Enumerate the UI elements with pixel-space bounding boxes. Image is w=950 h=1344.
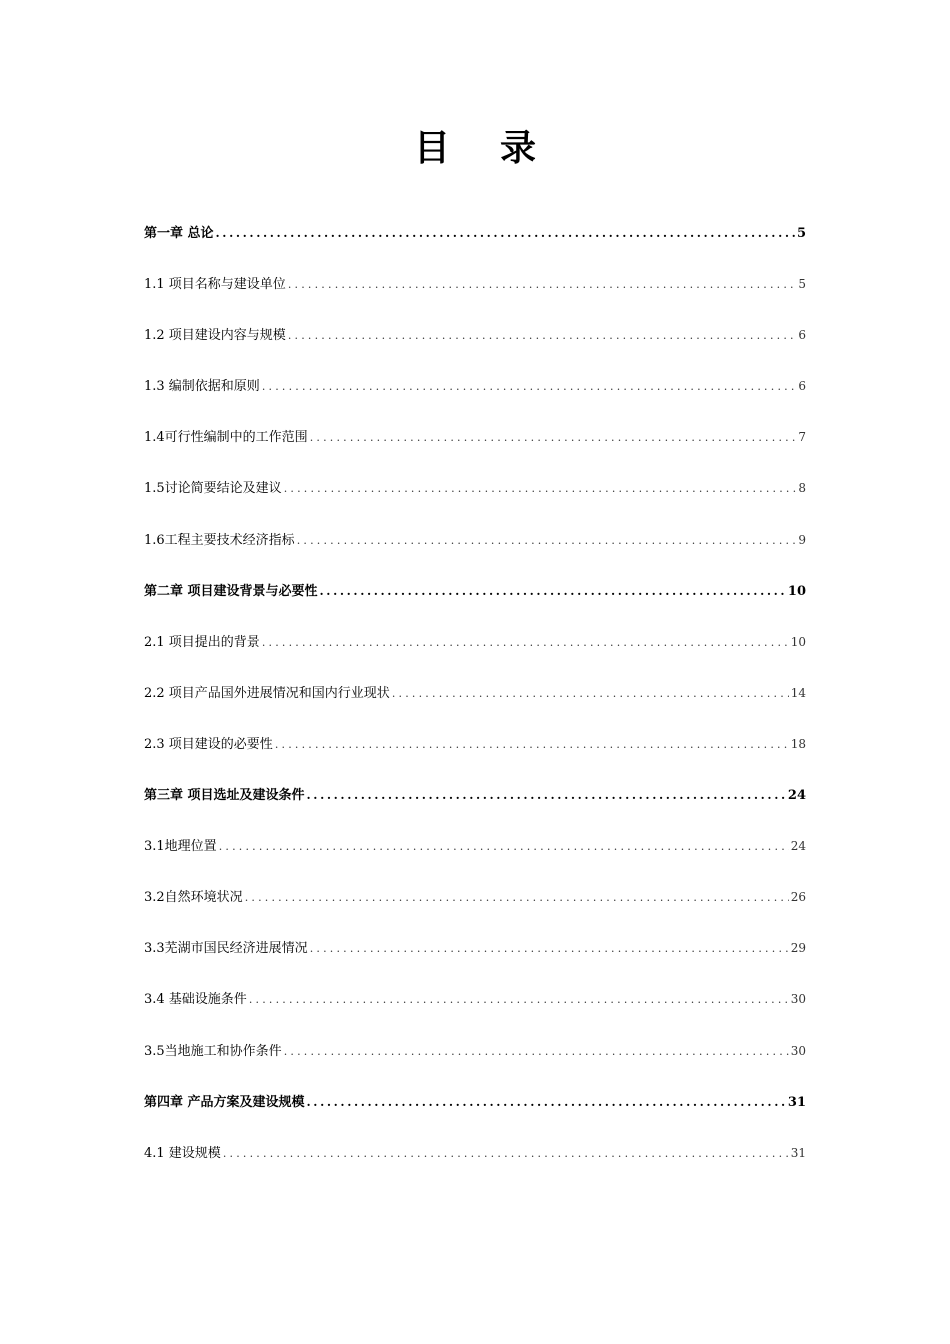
toc-entry[interactable] <box>144 682 806 733</box>
toc-entry-page: 18 <box>790 736 806 751</box>
toc-entry-page: 8 <box>798 481 806 496</box>
toc-entry-label: 1.6工程主要技术经济指标 <box>144 532 295 548</box>
toc-entry-label: 2.1 项目提出的背景 <box>144 634 260 650</box>
toc-entry[interactable] <box>144 1142 806 1193</box>
toc-entry-page: 30 <box>790 992 806 1007</box>
toc-entry-page: 9 <box>798 532 806 547</box>
toc-entry[interactable] <box>144 937 806 988</box>
toc-title: 目录 <box>413 128 586 169</box>
dot-leader <box>288 274 797 296</box>
toc-entry-label: 3.5当地施工和协作条件 <box>144 1043 282 1059</box>
toc-list <box>144 222 806 1193</box>
toc-entry-label: 1.2 项目建设内容与规模 <box>144 328 286 344</box>
toc-entry-page: 31 <box>787 1094 806 1110</box>
dot-leader <box>219 836 789 858</box>
toc-entry-page: 31 <box>790 1145 806 1160</box>
toc-entry-label: 3.4 基础设施条件 <box>144 992 247 1008</box>
toc-entry[interactable] <box>144 733 806 784</box>
dot-leader <box>307 1091 786 1113</box>
toc-entry-page: 5 <box>796 226 806 241</box>
dot-leader <box>297 530 797 552</box>
toc-entry[interactable] <box>144 375 806 426</box>
toc-entry-label: 1.3 编制依据和原则 <box>144 379 260 395</box>
toc-entry-page: 14 <box>790 685 806 700</box>
toc-entry[interactable] <box>144 222 806 273</box>
dot-leader <box>275 734 789 756</box>
dot-leader <box>245 887 789 909</box>
toc-entry-page: 10 <box>790 634 806 649</box>
toc-entry[interactable] <box>144 426 806 477</box>
toc-entry-page: 6 <box>798 328 806 343</box>
toc-entry-page: 26 <box>790 890 806 905</box>
dot-leader <box>284 478 797 500</box>
toc-entry[interactable] <box>144 988 806 1039</box>
dot-leader <box>392 683 789 705</box>
dot-leader <box>288 325 797 347</box>
dot-leader <box>249 989 789 1011</box>
toc-entry-page: 7 <box>798 430 806 445</box>
toc-entry-label: 第四章 产品方案及建设规模 <box>144 1094 305 1110</box>
toc-entry-label: 第一章 总论 <box>144 226 214 241</box>
toc-entry-label: 4.1 建设规模 <box>144 1145 221 1161</box>
toc-entry[interactable] <box>144 580 806 631</box>
toc-entry-page: 29 <box>790 941 806 956</box>
toc-entry-label: 2.3 项目建设的必要性 <box>144 736 273 752</box>
toc-entry-label: 3.1地理位置 <box>144 839 217 855</box>
dot-leader <box>310 938 789 960</box>
toc-entry-page: 5 <box>798 277 806 292</box>
toc-entry-label: 3.2自然环境状况 <box>144 890 243 906</box>
toc-entry[interactable] <box>144 631 806 682</box>
toc-entry[interactable] <box>144 1040 806 1091</box>
toc-entry-page: 30 <box>790 1043 806 1058</box>
toc-entry-page: 6 <box>798 379 806 394</box>
toc-entry-label: 1.1 项目名称与建设单位 <box>144 277 286 293</box>
dot-leader <box>320 580 786 602</box>
dot-leader <box>307 784 786 806</box>
toc-entry-label: 第二章 项目建设背景与必要性 <box>144 583 318 599</box>
toc-entry[interactable] <box>144 529 806 580</box>
toc-entry[interactable] <box>144 886 806 937</box>
dot-leader <box>284 1041 789 1063</box>
dot-leader <box>310 427 797 449</box>
toc-entry-page: 24 <box>787 788 806 804</box>
toc-entry-page: 24 <box>790 839 806 854</box>
toc-entry-label: 第三章 项目选址及建设条件 <box>144 788 305 804</box>
toc-entry[interactable] <box>144 835 806 886</box>
toc-entry-label: 3.3芜湖市国民经济进展情况 <box>144 941 308 957</box>
toc-entry-label: 1.5讨论简要结论及建议 <box>144 481 282 497</box>
toc-entry-label: 2.2 项目产品国外进展情况和国内行业现状 <box>144 685 390 701</box>
dot-leader <box>216 222 795 244</box>
dot-leader <box>223 1143 789 1165</box>
dot-leader <box>262 376 797 398</box>
toc-entry[interactable] <box>144 324 806 375</box>
toc-entry[interactable] <box>144 273 806 324</box>
toc-entry[interactable] <box>144 1091 806 1142</box>
dot-leader <box>262 632 789 654</box>
toc-entry-page: 10 <box>787 583 806 599</box>
toc-entry-label: 1.4可行性编制中的工作范围 <box>144 430 308 446</box>
toc-entry[interactable] <box>144 784 806 835</box>
toc-entry[interactable] <box>144 477 806 528</box>
